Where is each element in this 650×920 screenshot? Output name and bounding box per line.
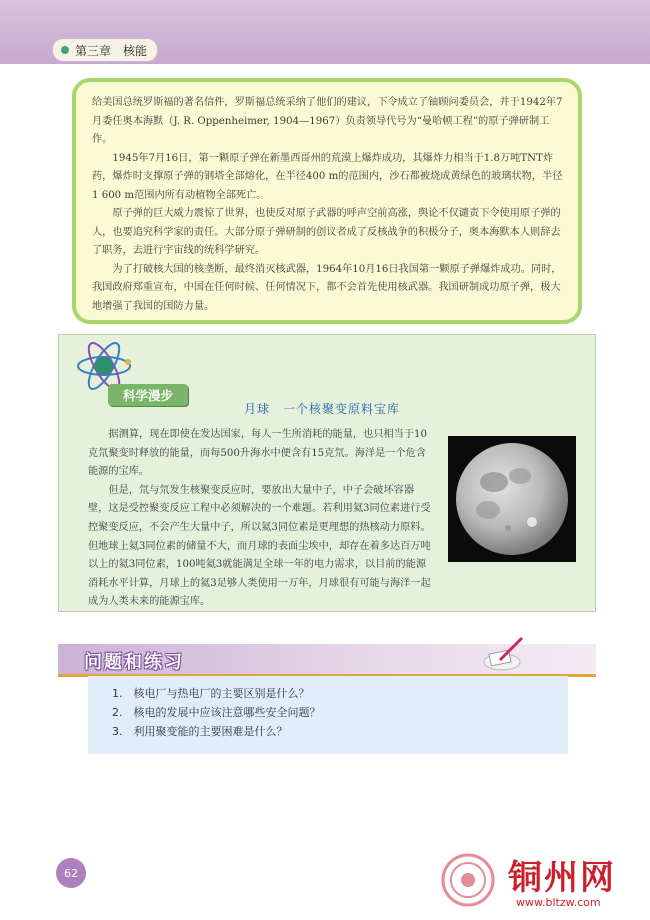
exercise-title: 问题和练习 [84,652,184,673]
stroll-paragraph-2: 但是，氘与氘发生核聚变反应时，要放出大量中子，中子会破坏容器壁，这是受控聚变反应工程中必须解决的一个难题。若利用氦3同位素进行受控聚变反应，不会产生大量中子，所以氦3同位素是更理想的热核动力原料。但地球上氦3同位素的储量不大，而月球的表面尘埃中，却存在着多达百万吨以上的氦3同位素，100吨氦3就能满足全球一年的电力需求，以目前的能源消耗水平计算，月球上的氦3足够人类使用一万年，月球很有可能与海洋一起成为人类未来的能源宝库。 [88,484,431,608]
history-paragraph-3: 原子弹的巨大威力震惊了世界，也使反对原子武器的呼声空前高涨，舆论不仅谴责下令使用原子弹的人，也要追究科学家的责任。大部分原子弹研制的创议者成了反核战争的积极分子，奥本海默本人则辞去了职务，去进行宇宙线的统科学研究。 [92,208,561,256]
exercise-text: 核电的发展中应该注意哪些安全问题？ [133,706,321,719]
exercise-item [112,722,321,741]
science-stroll-tag: 科学漫步 [108,384,188,406]
stroll-text [88,426,434,612]
chapter-tag [52,38,158,62]
exercise-list [112,684,321,741]
watermark-name: 铜州网 [508,858,616,898]
history-reading-box [72,78,582,324]
exercise-number: 3. [112,725,123,738]
chapter-bullet-icon [61,46,69,54]
exercise-item [112,684,321,703]
page-number: 62 [56,858,86,888]
history-paragraph-4: 为了打破核大国的核垄断，最终消灭核武器，1964年10月16日我国第一颗原子弹爆炸成功。同时，我国政府郑重宣布，中国在任何时候、任何情况下，都不会首先使用核武器。我国研制成功原子弹，极大地增强了我国的国防力量。 [92,263,562,312]
exercise-item [112,703,321,722]
exercise-text: 利用聚变能的主要困难是什么？ [133,725,288,738]
watermark-url: www.bltzw.com [516,896,601,909]
history-paragraph-1: 给美国总统罗斯福的著名信件，罗斯福总统采纳了他们的建议，下令成立了铀顾问委员会，并于1942年7月委任奥本海默（J. R. Oppenheimer, 1904—1967）负责领导代号为“曼哈顿工程”的原子弹研制工作。 [92,97,563,145]
pen-and-paper-icon [480,634,526,674]
exercise-number: 2. [112,706,123,719]
chapter-label: 第三章 核能 [75,43,148,58]
stroll-title: 月球 一个核聚变原料宝库 [244,402,401,416]
exercise-text: 核电厂与热电厂的主要区别是什么？ [133,687,310,700]
exercise-number: 1. [112,687,123,700]
stroll-paragraph-1: 据测算，现在即使在发达国家，每人一生所消耗的能量，也只相当于10克氘聚变时释放的能量，而每500升海水中便含有15克氘。海洋是一个危含能源的宝库。 [88,429,427,478]
history-paragraph-2: 1945年7月16日，第一颗原子弹在新墨西哥州的荒漠上爆炸成功，其爆炸力相当于1.8万吨TNT炸药，爆炸时支撑原子弹的钢塔全部熔化，在半径400 m的范围内，沙石都被烧成黄绿色的玻璃状物，半径1 600 m范围内所有动植物全部死亡。 [92,152,563,201]
moon-photo [448,436,576,562]
watermark-seal-icon [440,852,496,908]
